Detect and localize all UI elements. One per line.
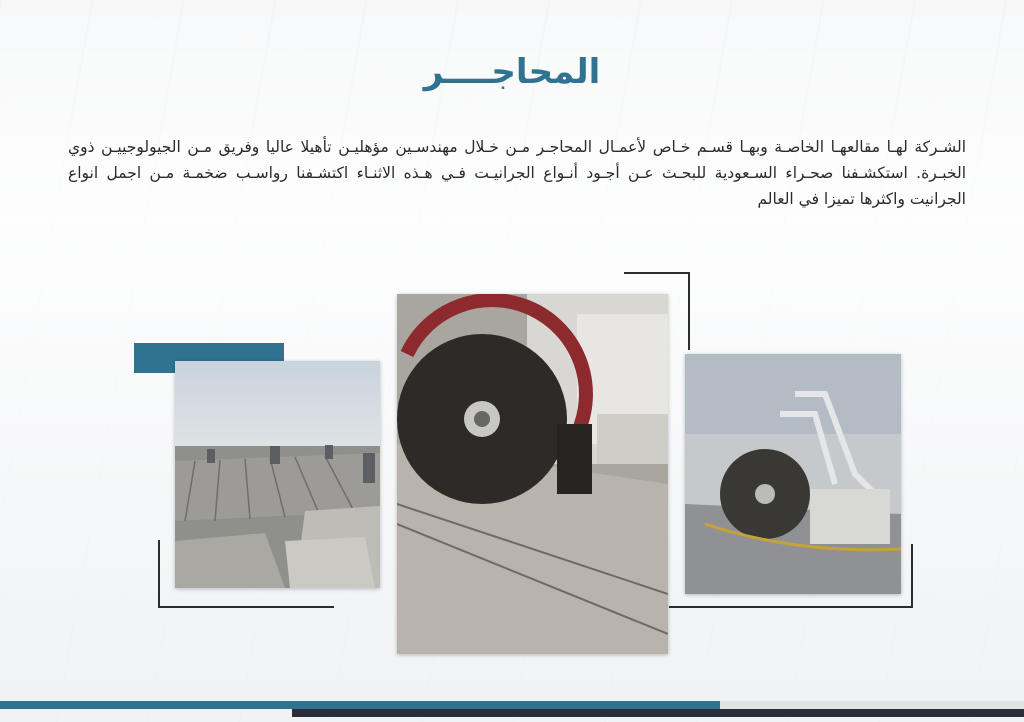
intro-paragraph: الشـركة لهـا مقالعهـا الخاصـة وبهـا قسـم خـاص لأعمـال المحاجـر مـن خـلال مهندسـين مؤهليـن تأهيلا عاليا وفريق مـن الجيولوجييـن ذوي الخبـرة. استكشـفنا صحـراء السـعودية للبحـث عـن أجـود أنـواع الجرانيـت فـي هـذه الاثنـاء اكتشـفنا رواسـب ضخمـة مـن اجمل انواع الجرانيت واكثرها تميزا في العالم: [68, 138, 966, 208]
quarry-field-photo: [175, 361, 380, 588]
footer-bar-dark: [292, 709, 1024, 717]
frame-line-left-horizontal: [158, 606, 334, 608]
quarry-saw-machine-photo: [685, 354, 901, 594]
frame-line-center-horizontal: [624, 272, 690, 274]
frame-line-center-vertical: [688, 272, 690, 350]
footer-bar-teal: [0, 701, 720, 709]
frame-line-right-horizontal: [669, 606, 913, 608]
footer-bar-light: [720, 701, 1024, 709]
page-title: المحاجــــر: [423, 52, 601, 92]
frame-line-right-vertical: [911, 544, 913, 608]
stone-cutting-saw-photo: [397, 294, 668, 654]
frame-line-left-vertical: [158, 540, 160, 608]
